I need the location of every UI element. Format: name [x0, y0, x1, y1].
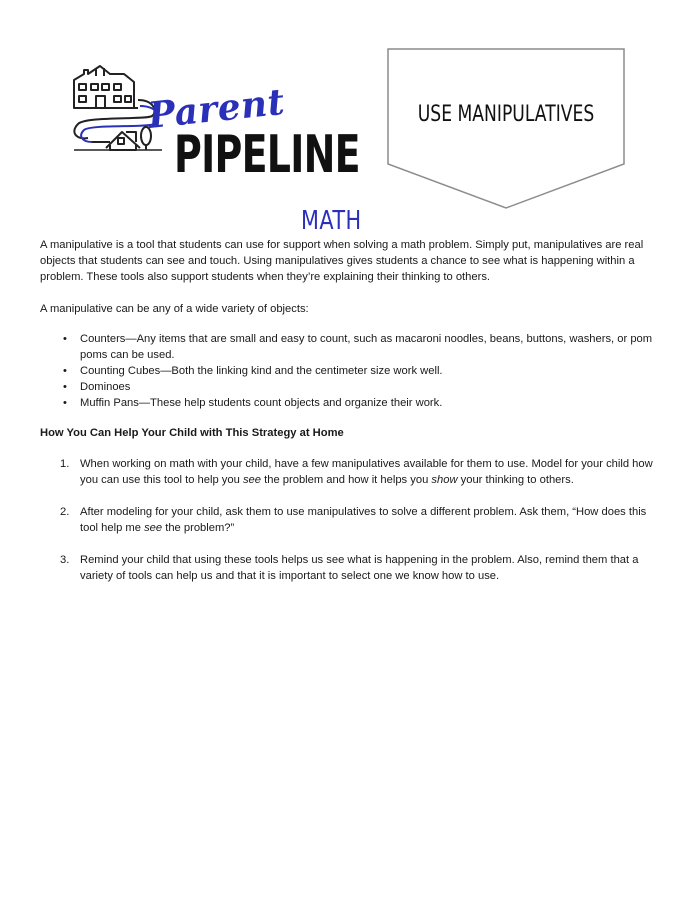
banner-chevron-shape	[387, 48, 625, 210]
step-item	[60, 552, 660, 584]
step-text: Remind your child that using these tools helps us see what is happening in the problem. Also, remind them that a variety of tools can help us and that it is important to select one we know how to use.	[80, 554, 639, 582]
step-number: 1.	[60, 458, 70, 470]
logo-word-parent: Parent	[145, 80, 287, 137]
home-strategy-steps	[40, 456, 660, 584]
strategy-title: USE MANIPULATIVES	[417, 102, 595, 127]
manipulatives-list	[40, 331, 660, 411]
step-text: When working on math with your child, have a few manipulatives available for them to use. Model for your child how you can use this tool to help you	[80, 458, 653, 486]
bullet-icon: •	[63, 333, 67, 345]
step-number: 2.	[60, 506, 70, 518]
step-emphasis: see	[242, 474, 261, 486]
list-item	[63, 379, 660, 395]
logo-word-pipeline: PIPELINE	[174, 125, 360, 185]
strategy-banner	[387, 48, 625, 210]
list-lead-in: A manipulative can be any of a wide variety of objects:	[40, 303, 309, 315]
step-text: After modeling for your child, ask them to use manipulatives to solve a different problem. Ask them, “How does this tool help me	[80, 506, 647, 534]
step-text: the problem?”	[162, 522, 235, 534]
step-text: the problem and how it helps you	[261, 474, 432, 486]
help-section-heading: How You Can Help Your Child with This Strategy at Home	[40, 427, 344, 439]
document-body	[40, 237, 660, 600]
bullet-icon: •	[63, 397, 67, 409]
step-text: your thinking to others.	[457, 474, 574, 486]
step-number: 3.	[60, 554, 70, 566]
step-emphasis: see	[144, 522, 163, 534]
list-item-text: Muffin Pans—These help students count objects and organize their work.	[80, 397, 443, 409]
bullet-icon: •	[63, 365, 67, 377]
step-item	[60, 504, 660, 536]
list-item	[63, 363, 660, 379]
list-item-text: Counters—Any items that are small and easy to count, such as macaroni noodles, beans, buttons, washers, or pom poms can be used.	[80, 333, 653, 361]
page-header	[0, 0, 693, 236]
parent-pipeline-math-logo	[66, 50, 366, 236]
list-item	[63, 395, 660, 411]
list-item-text: Counting Cubes—Both the linking kind and the centimeter size work well.	[80, 365, 443, 377]
logo-word-math: MATH	[301, 206, 362, 236]
list-item-text: Dominoes	[80, 381, 131, 393]
intro-paragraph: A manipulative is a tool that students can use for support when solving a math problem. Simply put, manipulatives are real objects that students can see and touch. Using manipulatives gives students a chance to see what is happening within a problem. These tools also support students when they’re explaining their thinking to others.	[40, 239, 644, 283]
step-emphasis: show	[431, 474, 458, 486]
list-item	[63, 331, 660, 363]
step-item	[60, 456, 660, 488]
bullet-icon: •	[63, 381, 67, 393]
